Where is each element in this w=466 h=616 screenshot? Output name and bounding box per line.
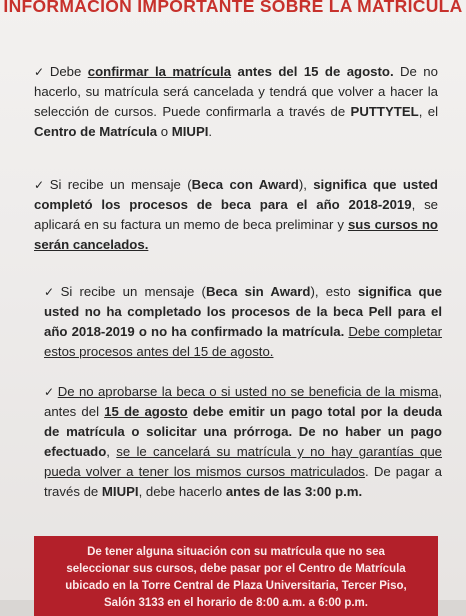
b4-time: antes de las 3:00 p.m. (225, 484, 363, 499)
notice-line-4: Salón 3133 en el horario de 8:00 a.m. a 6:00 p.m. (104, 597, 368, 609)
b3-text-2: ), esto (310, 284, 358, 299)
b4-miupi: MIUPI (101, 484, 139, 499)
b3-beca-sin-award: Beca sin Award (205, 284, 311, 299)
check-icon: ✓ (44, 385, 55, 399)
notice-line-3: ubicado en la Torre Central de Plaza Universitaria, Tercer Piso, (65, 580, 407, 592)
b4-not-approved: De no aprobarse la beca o si usted no se beneficia de la misma (57, 384, 439, 399)
b3-must-complete: Debe completar estos procesos antes del 15 de agosto. (44, 324, 442, 359)
check-icon: ✓ (44, 285, 58, 299)
b4-text-1: , antes del (44, 384, 442, 419)
check-icon: ✓ (34, 178, 47, 192)
b3-meaning: significa que usted no ha completado los procesos de la beca Pell para el año 2018-2019 o no ha confirmado la matrícula. (44, 284, 442, 339)
b2-text-2: ), (298, 177, 314, 192)
b2-beca-con-award: Beca con Award (191, 177, 299, 192)
b4-deadline: 15 de agosto (104, 404, 188, 419)
b1-text-3: , el (418, 104, 439, 119)
bullet-beca-con-award (34, 175, 438, 255)
b4-pay-total: debe emitir un pago total por la deuda de matrícula o solicitar una prórroga. (44, 404, 443, 439)
contact-notice-box (34, 536, 438, 616)
b2-not-cancelled: sus cursos no serán cancelados. (34, 217, 438, 252)
b1-centro: Centro de Matrícula (34, 124, 158, 139)
notice-line-2: seleccionar sus cursos, debe pasar por el Centro de Matrícula (66, 563, 406, 575)
b1-text-5: . (208, 124, 213, 139)
b1-confirm-phrase: confirmar la matrícula (87, 64, 232, 79)
b3-text-1: Si recibe un mensaje ( (60, 284, 206, 299)
notice-line-1: De tener alguna situación con su matrícula que no sea (87, 546, 385, 558)
b4-text-4: , debe hacerlo (138, 484, 226, 499)
b4-text-3: . De pagar a través de (44, 464, 442, 499)
bullet-beca-sin-award (44, 282, 442, 362)
b4-cancel-warning: se le cancelará su matrícula y no hay garantías que pueda volver a tener los mismos cursos matriculados (44, 444, 442, 479)
bullet-payment (44, 382, 442, 502)
b1-miupi: MIUPI (171, 124, 209, 139)
b4-text-2: , (106, 444, 117, 459)
check-icon: ✓ (34, 65, 47, 79)
b1-text-2: De no hacerlo, su matrícula será cancelada y tendrá que volver a hacer la selección de cursos. Puede confirmarla a través de (34, 64, 438, 119)
b1-deadline: antes del 15 de agosto. (231, 64, 394, 79)
b2-meaning: significa que usted completó los procesos de beca para el año 2018-2019 (34, 177, 438, 212)
page-title: INFORMACION IMPORTANTE SOBRE LA MATRICULA (3, 0, 463, 16)
b1-text-4: o (157, 124, 172, 139)
b4-no-payment: De no haber un pago efectuado (44, 424, 442, 459)
b1-puttytel: PUTTYTEL (350, 104, 419, 119)
b1-text-1: Debe (49, 64, 88, 79)
b2-text-3: , se aplicará en su factura un memo de beca preliminar y (34, 197, 438, 232)
b2-text-1: Si recibe un mensaje ( (49, 177, 192, 192)
bullet-confirm-enrollment (34, 62, 438, 142)
